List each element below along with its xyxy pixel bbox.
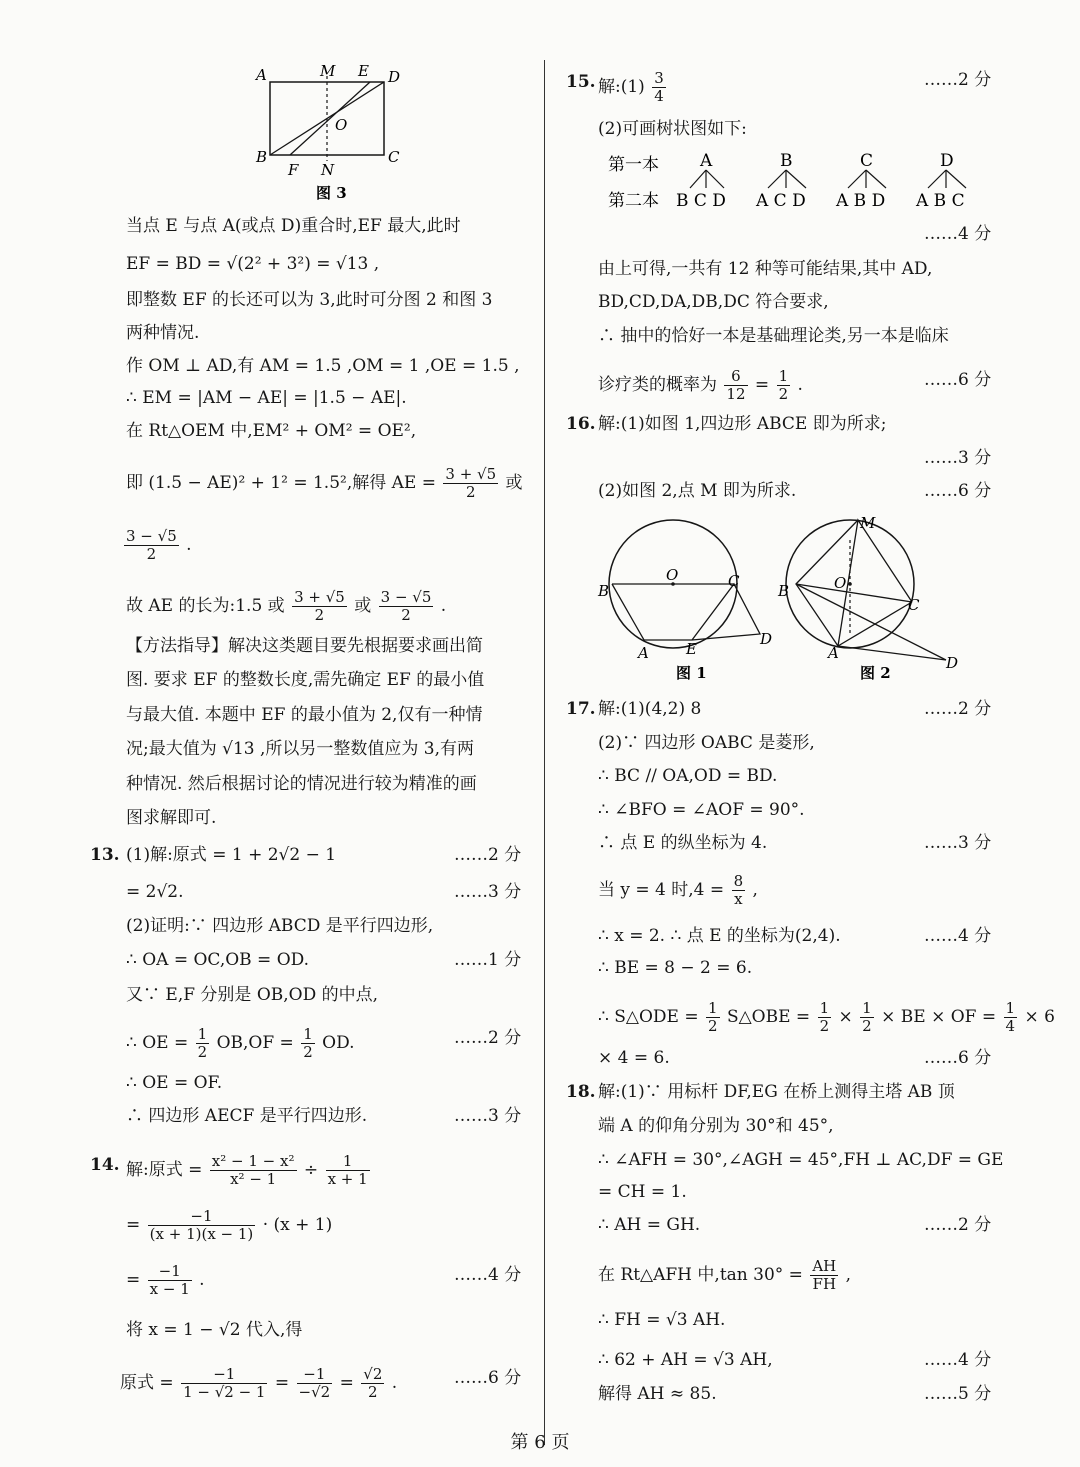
- numerator: 1: [197, 1025, 208, 1043]
- score-mark: ……4 分: [454, 1265, 522, 1285]
- text-line: [120, 1366, 397, 1401]
- figures-1-2: [590, 506, 990, 691]
- tree-row-label-second: 第二本: [608, 191, 659, 211]
- text-line: = 2√2.: [126, 882, 184, 902]
- text-line: BD,CD,DA,DB,DC 符合要求,: [598, 292, 829, 312]
- numerator: −1: [297, 1366, 333, 1384]
- text-span: S△OBE =: [726, 1007, 811, 1027]
- text-line: [598, 873, 758, 908]
- fig2-label-C: C: [908, 596, 920, 614]
- text-span: 或: [354, 596, 372, 616]
- fraction: [732, 873, 746, 908]
- text-line: EF = BD = √(2² + 3²) = √13 ,: [126, 254, 380, 274]
- numerator: 1: [862, 999, 872, 1017]
- tree-node-A: A: [700, 151, 713, 171]
- fraction: [1004, 1000, 1018, 1035]
- text-line: 即整数 EF 的长还可以为 3,此时可分图 2 和图 3: [126, 290, 493, 310]
- text-span: ,: [752, 880, 758, 900]
- score-mark: ……6 分: [924, 370, 992, 390]
- text-span: .: [391, 1373, 398, 1393]
- text-span: =: [126, 1270, 141, 1290]
- fig2-caption: 图 2: [860, 664, 891, 682]
- score-mark: ……3 分: [454, 1106, 522, 1126]
- fraction: [210, 1153, 297, 1188]
- denominator: 2: [465, 483, 476, 501]
- text-span: 当 y = 4 时,4 =: [598, 880, 725, 900]
- method-guide-line: 图. 要求 EF 的整数长度,需先确定 EF 的最小值: [126, 670, 485, 690]
- text-line: ∴ OA = OC,OB = OD.: [126, 950, 310, 970]
- fig3-label-B: B: [256, 148, 268, 166]
- denominator: 2: [146, 545, 157, 563]
- text-line: ∴ x = 2. ∴ 点 E 的坐标为(2,4).: [598, 926, 841, 946]
- method-guide-line: 种情况. 然后根据讨论的情况进行较为精准的画: [126, 774, 477, 794]
- fig1-label-D: D: [760, 630, 773, 648]
- method-guide-line: 与最大值. 本题中 EF 的最小值为 2,仅有一种情: [126, 705, 483, 725]
- method-guide-line: 【方法指导】解决这类题目要先根据要求画出简: [126, 636, 483, 656]
- fig2-label-B: B: [778, 582, 790, 600]
- text-line: ∴ BC // OA,OD = BD.: [598, 766, 778, 786]
- fig1-caption: 图 1: [676, 664, 707, 682]
- tree-node-C: C: [860, 151, 874, 171]
- fraction: [196, 1026, 210, 1061]
- tree-node-D: D: [940, 151, 954, 171]
- text-line: ∴ FH = √3 AH.: [598, 1310, 726, 1330]
- fig1-label-A: A: [638, 644, 649, 662]
- fig1-label-O: O: [666, 566, 679, 584]
- text-span: 故 AE 的长为:1.5 或: [126, 596, 285, 616]
- text-line: 又∵ E,F 分别是 OB,OD 的中点,: [126, 985, 379, 1005]
- fraction: [777, 368, 791, 403]
- denominator: 12: [726, 385, 746, 403]
- text-line: [126, 1263, 205, 1298]
- numerator: 1: [326, 1153, 370, 1171]
- text-line: × 4 = 6.: [598, 1048, 670, 1068]
- text-line: 将 x = 1 − √2 代入,得: [126, 1320, 303, 1340]
- text-line: 在 Rt△OEM 中,EM² + OM² = OE²,: [126, 421, 417, 441]
- fraction: [124, 528, 179, 563]
- score-mark: ……6 分: [454, 1368, 522, 1388]
- text-line: ∴ ∠BFO = ∠AOF = 90°.: [598, 800, 805, 820]
- tree-leaves-B: A C D: [756, 191, 806, 211]
- denominator: x: [734, 890, 743, 908]
- text-span: 或: [505, 473, 523, 493]
- denominator: x + 1: [327, 1170, 368, 1188]
- text-line: (1)解:原式 = 1 + 2√2 − 1: [126, 845, 337, 865]
- fig2-label-O: O: [834, 574, 847, 592]
- score-mark: ……3 分: [924, 448, 992, 468]
- score-mark: ……6 分: [924, 481, 992, 501]
- text-span: ÷: [303, 1160, 319, 1180]
- fig3-caption: 图 3: [316, 184, 347, 202]
- text-line: ∴ 抽中的恰好一本是基础理论类,另一本是临床: [598, 326, 949, 346]
- text-line: 当点 E 与点 A(或点 D)重合时,EF 最大,此时: [126, 216, 461, 236]
- text-line: 解得 AH ≈ 85.: [598, 1384, 717, 1404]
- denominator: x − 1: [149, 1280, 190, 1298]
- text-line: 解:(1)(4,2) 8: [598, 699, 702, 719]
- text-span: ,: [845, 1265, 852, 1285]
- tree-leaves-D: A B C: [916, 191, 965, 211]
- denominator: 2: [197, 1043, 208, 1061]
- text-line: 解:(1)∵ 用标杆 DF,EG 在桥上测得主塔 AB 顶: [598, 1082, 955, 1102]
- fraction: [148, 1263, 192, 1298]
- fig3-label-M: M: [320, 62, 336, 80]
- denominator: 2: [707, 1017, 718, 1035]
- denominator: 2: [368, 1383, 378, 1401]
- denominator: 2: [303, 1043, 313, 1061]
- fraction: [860, 1000, 874, 1035]
- text-span: 诊疗类的概率为: [598, 375, 717, 395]
- tree-branches: [690, 170, 966, 188]
- denominator: FH: [812, 1275, 837, 1293]
- text-line: ∴ BE = 8 − 2 = 6.: [598, 958, 753, 978]
- fig3-label-A: A: [256, 66, 267, 84]
- numerator: x² − 1 − x²: [211, 1152, 295, 1170]
- numerator: −1: [148, 1263, 192, 1281]
- text-line: (2)可画树状图如下:: [598, 119, 747, 139]
- tree-leaves-A: B C D: [676, 191, 726, 211]
- fraction: [379, 589, 434, 624]
- text-span: .: [186, 535, 192, 555]
- page-number: 第 6 页: [510, 1432, 570, 1453]
- fraction: [810, 1258, 838, 1293]
- method-guide-line: 况;最大值为 √13 ,所以另一整数值应为 3,有两: [126, 739, 475, 759]
- text-span: 原式 =: [120, 1373, 174, 1393]
- text-line: ∴ 62 + AH = √3 AH,: [598, 1350, 773, 1370]
- denominator: 2: [819, 1017, 830, 1035]
- score-mark: ……6 分: [924, 1048, 992, 1068]
- question-number-18: 18.: [566, 1082, 596, 1102]
- fraction: [301, 1026, 315, 1061]
- score-mark: ……3 分: [924, 833, 992, 853]
- text-span: × 6: [1024, 1007, 1055, 1027]
- text-line: (2)∵ 四边形 OABC 是菱形,: [598, 733, 815, 753]
- numerator: 3 − √5: [380, 588, 432, 606]
- text-span: ∴ S△ODE =: [598, 1007, 699, 1027]
- text-line: ∴ 四边形 AECF 是平行四边形.: [126, 1106, 368, 1126]
- fig1-label-B: B: [598, 582, 610, 600]
- text-span: =: [754, 375, 770, 395]
- text-line: (2)证明:∵ 四边形 ABCD 是平行四边形,: [126, 916, 434, 936]
- text-line: ∴ ∠AFH = 30°,∠AGH = 45°,FH ⊥ AC,DF = GE: [598, 1150, 1004, 1170]
- tree-row-label-first: 第一本: [608, 155, 659, 175]
- fraction: [297, 1366, 333, 1401]
- figure-3: [240, 58, 420, 208]
- score-mark: ……3 分: [454, 882, 522, 902]
- text-line: [598, 1000, 1055, 1035]
- text-line: ∴ EM = |AM − AE| = |1.5 − AE|.: [126, 388, 407, 408]
- fraction: [724, 368, 747, 403]
- tree-diagram: [600, 146, 1000, 216]
- text-line: 由上可得,一共有 12 种等可能结果,其中 AD,: [598, 259, 933, 279]
- text-line: [126, 1153, 372, 1188]
- tree-leaves-C: A B D: [836, 191, 886, 211]
- column-divider: [544, 60, 545, 1445]
- text-span: .: [440, 596, 447, 616]
- fraction: [706, 1000, 720, 1035]
- denominator: x² − 1: [230, 1170, 277, 1188]
- text-line: [598, 1258, 851, 1293]
- text-line: [598, 368, 803, 403]
- score-mark: ……2 分: [924, 70, 992, 90]
- text-line: 两种情况.: [126, 323, 200, 343]
- text-line: ∴ 点 E 的纵坐标为 4.: [598, 833, 768, 853]
- text-span: =: [274, 1373, 290, 1393]
- denominator: (x + 1)(x − 1): [149, 1225, 254, 1243]
- numerator: 6: [724, 368, 747, 386]
- fig3-label-D: D: [388, 68, 401, 86]
- fig3-label-N: N: [321, 161, 335, 179]
- score-mark: ……2 分: [924, 699, 992, 719]
- numerator: −1: [148, 1208, 256, 1226]
- text-span: OD.: [322, 1033, 355, 1053]
- numerator: 3 − √5: [126, 527, 177, 545]
- text-span: 在 Rt△AFH 中,tan 30° =: [598, 1265, 803, 1285]
- text-line: ∴ OE = OF.: [126, 1073, 223, 1093]
- text-line: [126, 589, 446, 624]
- denominator: 4: [654, 87, 664, 105]
- fraction: [148, 1208, 256, 1243]
- fig3-label-O: O: [335, 116, 348, 134]
- text-span: OB,OF =: [216, 1033, 294, 1053]
- text-span: · (x + 1): [262, 1215, 333, 1235]
- fig2-label-A: A: [828, 644, 839, 662]
- fraction: [818, 1000, 832, 1035]
- fig3-label-C: C: [388, 148, 400, 166]
- denominator: 2: [862, 1017, 872, 1035]
- numerator: 3 + √5: [445, 465, 497, 483]
- score-mark: ……2 分: [454, 845, 522, 865]
- text-span: 解:原式 =: [126, 1160, 203, 1180]
- fig2-label-M: M: [860, 514, 876, 532]
- text-line: [126, 1026, 355, 1061]
- numerator: 8: [733, 872, 744, 890]
- text-span: 即 (1.5 − AE)² + 1² = 1.5²,解得 AE =: [126, 473, 436, 493]
- numerator: −1: [181, 1366, 267, 1384]
- fraction: [361, 1366, 384, 1401]
- tree-node-B: B: [780, 151, 793, 171]
- text-line: 解:(1)如图 1,四边形 ABCE 即为所求;: [598, 414, 887, 434]
- fig1-label-C: C: [728, 572, 740, 590]
- fig2-label-D: D: [946, 654, 959, 672]
- score-mark: ……4 分: [924, 1350, 992, 1370]
- denominator: 2: [401, 606, 411, 624]
- score-mark: ……1 分: [454, 950, 522, 970]
- numerator: 3: [654, 69, 664, 87]
- question-number-15: 15.: [566, 72, 596, 92]
- question-number-16: 16.: [566, 414, 596, 434]
- fraction: [181, 1366, 267, 1401]
- score-mark: ……4 分: [924, 926, 992, 946]
- denominator: 4: [1005, 1017, 1016, 1035]
- text-line: ∴ AH = GH.: [598, 1215, 701, 1235]
- denominator: 2: [314, 606, 325, 624]
- question-number-17: 17.: [566, 699, 596, 719]
- method-guide-line: 图求解即可.: [126, 808, 217, 828]
- fig3-label-F: F: [288, 161, 299, 179]
- denominator: 2: [778, 385, 789, 403]
- text-span: ∴ OE =: [126, 1033, 189, 1053]
- question-number-14: 14.: [90, 1155, 120, 1175]
- fraction: [326, 1153, 370, 1188]
- score-mark: ……4 分: [924, 224, 992, 244]
- fig3-label-E: E: [358, 62, 369, 80]
- text-line: [122, 528, 192, 563]
- text-line: [126, 466, 523, 501]
- score-mark: ……5 分: [924, 1384, 992, 1404]
- text-line: (2)如图 2,点 M 即为所求.: [598, 481, 797, 501]
- text-span: .: [199, 1270, 205, 1290]
- denominator: 1 − √2 − 1: [183, 1383, 266, 1401]
- numerator: AH: [812, 1257, 837, 1275]
- score-mark: ……2 分: [924, 1215, 992, 1235]
- text-span: =: [126, 1215, 141, 1235]
- text-line: 作 OM ⊥ AD,有 AM = 1.5 ,OM = 1 ,OE = 1.5 ,: [126, 356, 520, 376]
- text-span: 解:(1): [598, 77, 645, 97]
- numerator: 1: [778, 367, 789, 385]
- score-mark: ……2 分: [454, 1028, 522, 1048]
- fraction: [652, 70, 666, 105]
- numerator: 1: [707, 999, 718, 1017]
- numerator: 1: [303, 1025, 313, 1043]
- numerator: 1: [819, 999, 830, 1017]
- numerator: √2: [363, 1365, 383, 1383]
- text-span: × BE × OF =: [881, 1007, 997, 1027]
- question-number-13: 13.: [90, 845, 120, 865]
- text-line: 端 A 的仰角分别为 30°和 45°,: [598, 1116, 834, 1136]
- fig1-label-E: E: [686, 640, 697, 658]
- text-line: [598, 70, 668, 105]
- fraction: [443, 466, 498, 501]
- denominator: −√2: [298, 1383, 331, 1401]
- text-span: .: [797, 375, 803, 395]
- text-line: [126, 1208, 332, 1243]
- text-span: ×: [838, 1007, 853, 1027]
- text-line: = CH = 1.: [598, 1182, 687, 1202]
- text-span: =: [339, 1373, 354, 1393]
- numerator: 1: [1005, 999, 1016, 1017]
- fraction: [292, 589, 347, 624]
- numerator: 3 + √5: [294, 588, 345, 606]
